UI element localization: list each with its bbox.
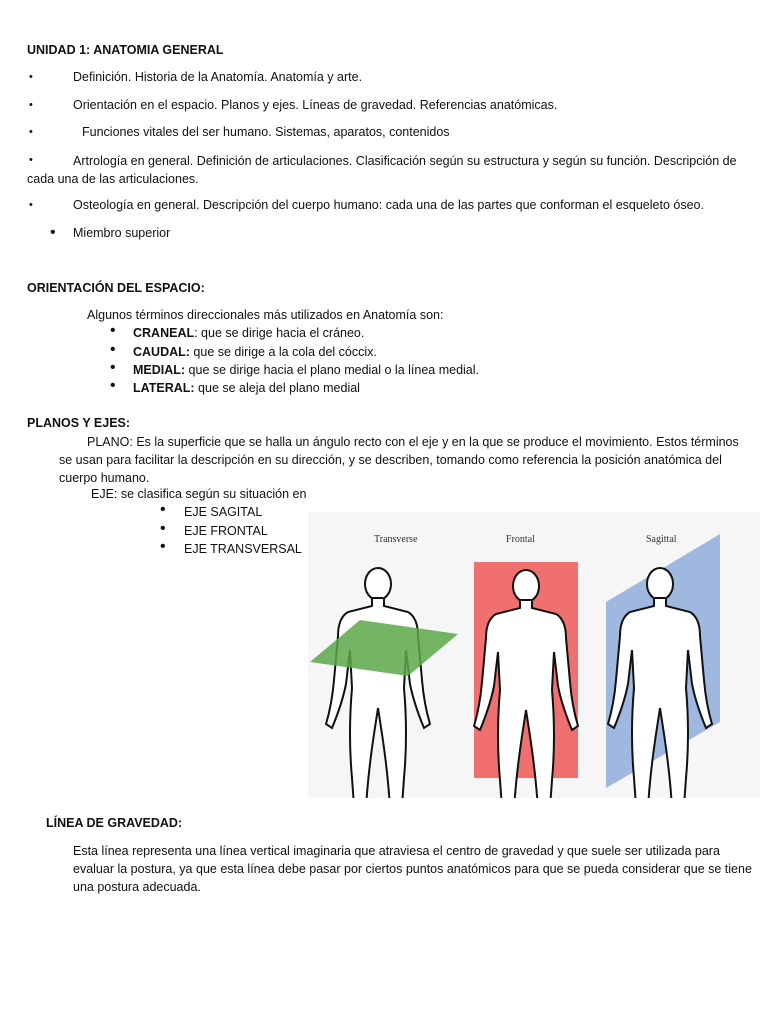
list-item: Osteología en general. Descripción del cuerpo humano: cada una de las partes que conforman el esqueleto óseo. [73,198,704,212]
eje-item: EJE FRONTAL [184,524,268,538]
term-definition: : que se dirige hacia el cráneo. [194,326,365,340]
bullet: • [29,126,33,138]
term-label: CRANEAL [133,326,195,340]
list-item: Orientación en el espacio. Planos y ejes. Líneas de gravedad. Referencias anatómicas. [73,98,558,112]
list-item: Definición. Historia de la Anatomía. Anatomía y arte. [73,70,363,84]
transverse-plane [310,620,458,676]
planes-illustration [308,512,760,798]
section-title: LÍNEA DE GRAVEDAD: [46,816,183,830]
bullet: • [110,359,116,376]
bullet: • [160,501,166,518]
plane-label-frontal: Frontal [506,534,535,545]
bullet: • [29,99,33,111]
eje-item: EJE SAGITAL [184,505,263,519]
list-item: Funciones vitales del ser humano. Sistemas, aparatos, contenidos [82,125,450,139]
human-figure [326,568,430,798]
plano-paragraph: PLANO: Es la superficie que se halla un ángulo recto con el eje y en la que se produce el movimiento. Estos términos se usan para facilitar la descripción en su dirección, y se describen, tomando como referencia la posición anatómica del cuerpo humano. [59,435,739,485]
bullet: • [29,154,33,166]
bullet: • [110,341,116,358]
gravedad-paragraph: Esta línea representa una línea vertical imaginaria que atraviesa el centro de gravedad y que suele ser utilizada para evaluar la postura, ya que esta línea debe pasar por ciertos puntos anatómicos para que se pueda considerar que se tiene una postura adecuada. [73,844,752,894]
term-item [133,363,479,377]
plane-label-transverse: Transverse [374,534,418,545]
eje-text: EJE: se clasifica según su situación en [91,487,307,501]
term-label: LATERAL: [133,381,195,395]
bullet: • [160,520,166,537]
term-item [133,345,377,359]
term-definition: que se dirige a la cola del cóccix. [189,345,377,359]
term-label: MEDIAL: [133,363,186,377]
anatomical-planes-figure [308,512,760,798]
term-item [133,381,360,395]
term-definition: que se dirige hacia el plano medial o la línea medial. [185,363,480,377]
bullet: • [110,377,116,394]
section-title: ORIENTACIÓN DEL ESPACIO: [27,281,205,295]
bullet: • [160,538,166,555]
bullet: • [29,71,33,83]
bullet: • [29,199,33,211]
term-label: CAUDAL: [133,345,190,359]
bullet: • [50,224,56,241]
term-definition: que se aleja del plano medial [194,381,360,395]
bullet: • [110,322,116,339]
intro-text: Algunos términos direccionales más utilizados en Anatomía son: [87,308,444,322]
unit-title: UNIDAD 1: ANATOMIA GENERAL [27,43,224,57]
plane-label-sagittal: Sagittal [646,534,677,545]
list-item: Artrología en general. Definición de articulaciones. Clasificación según su estructura y según su función. Descripción de cada una de las articulaciones. [27,154,737,186]
eje-item: EJE TRANSVERSAL [184,542,302,556]
section-title: PLANOS Y EJES: [27,416,131,430]
sub-list-item: Miembro superior [73,226,171,240]
term-item [133,326,364,340]
